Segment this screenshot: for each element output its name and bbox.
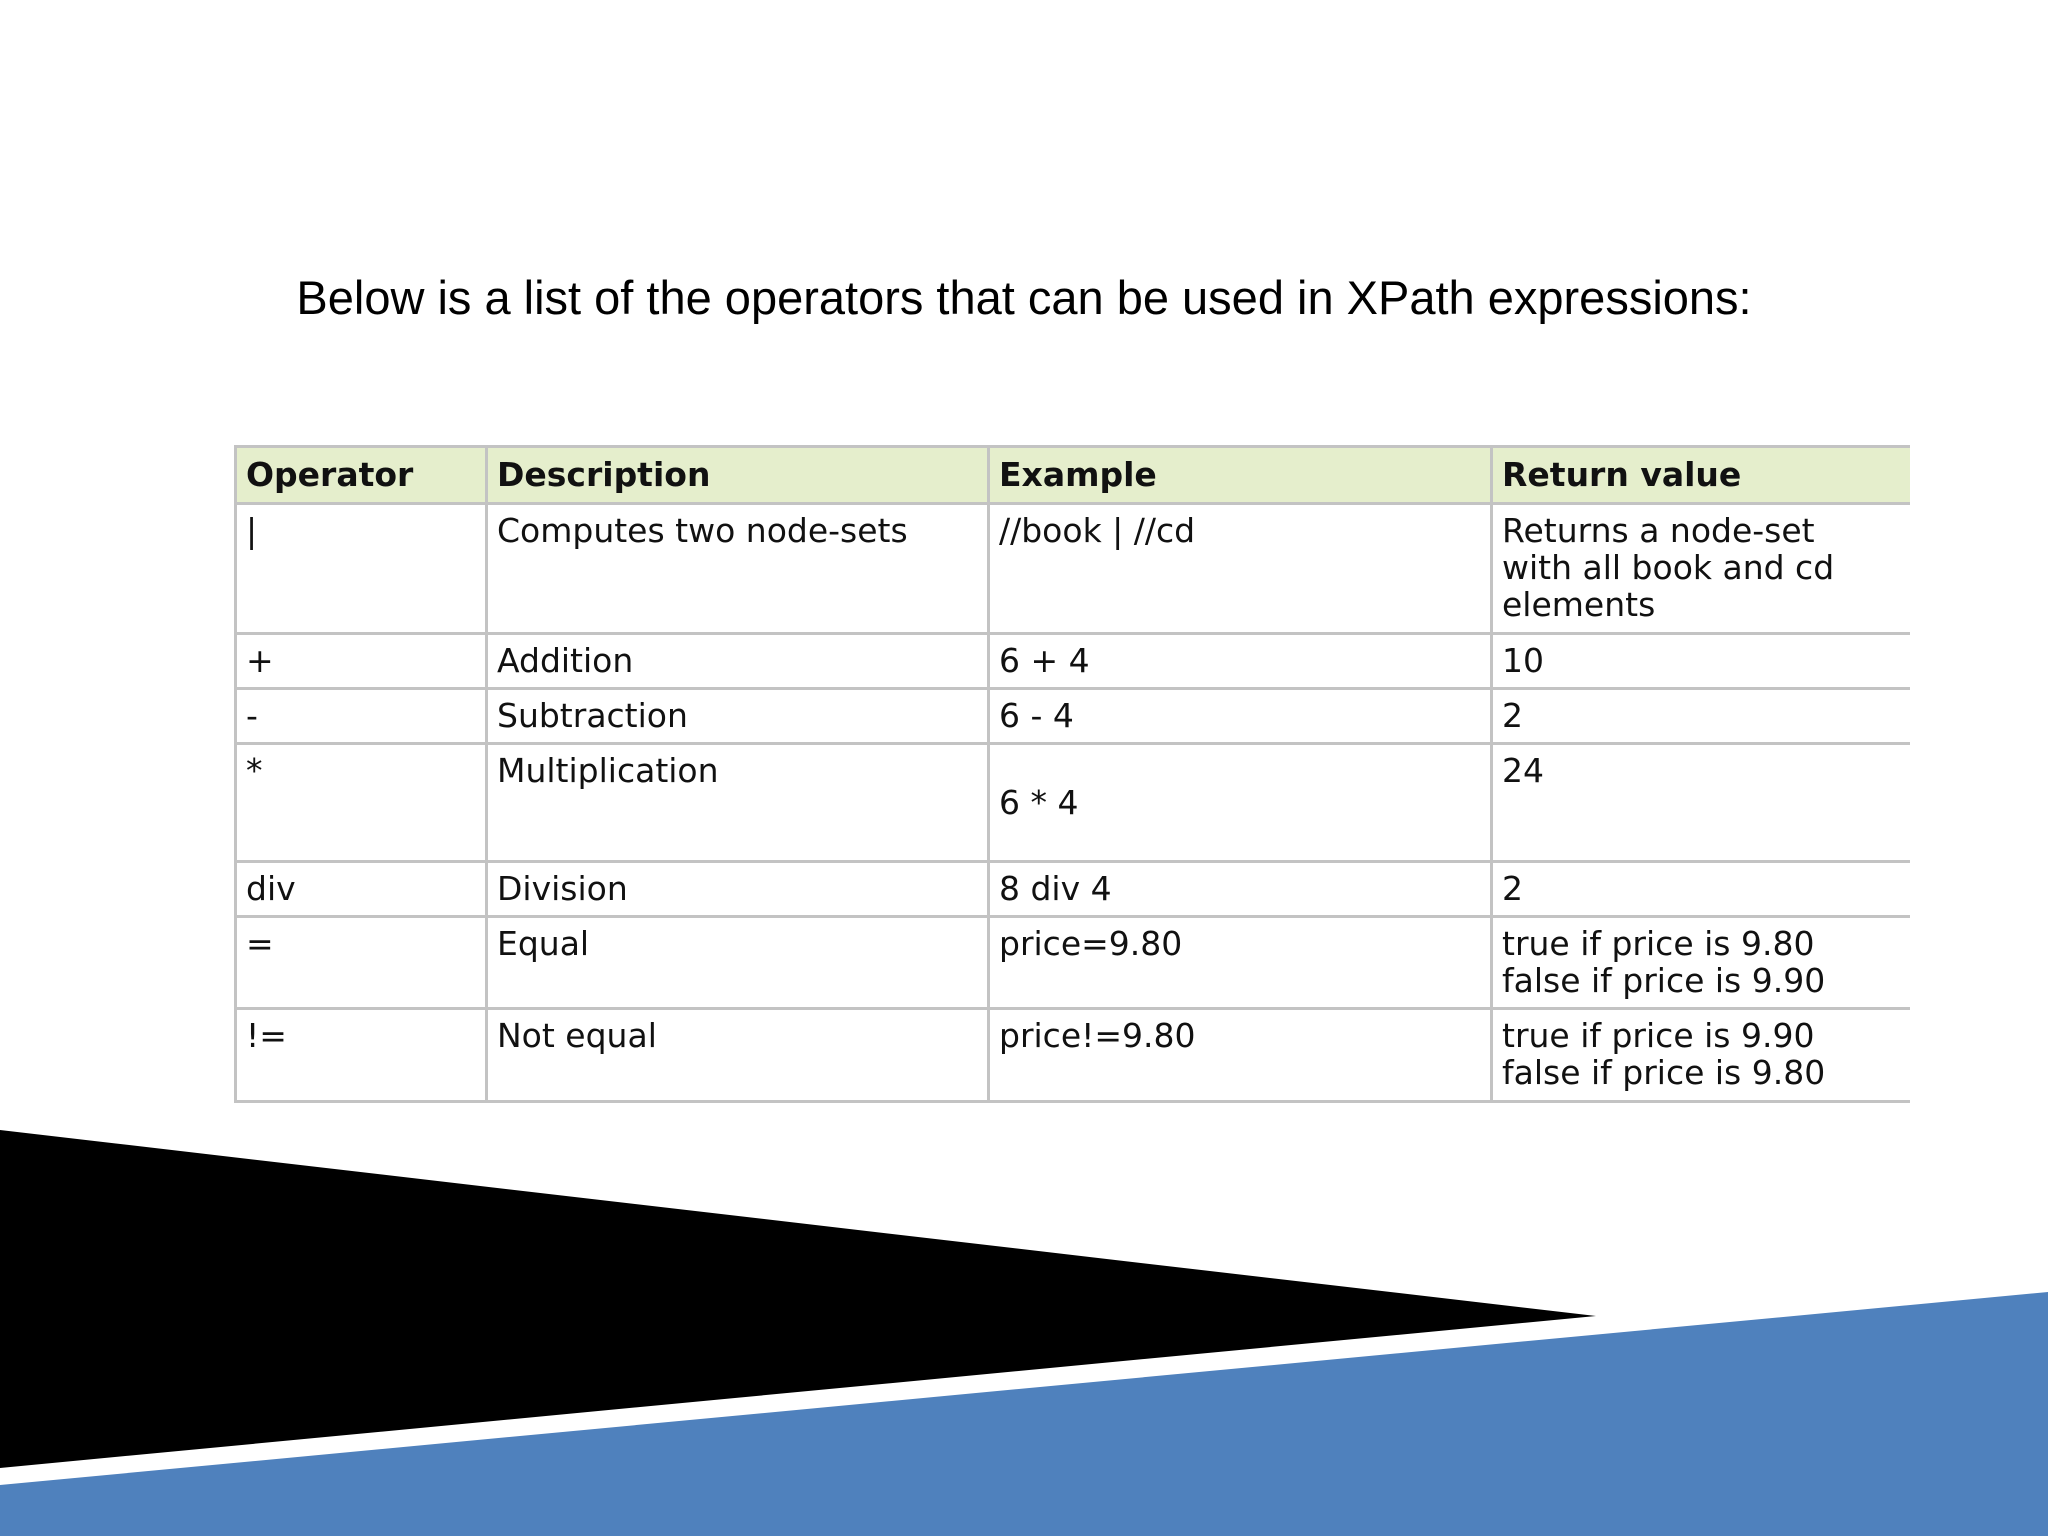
table-row: [236, 504, 1911, 634]
table-row: [236, 917, 1911, 1009]
header-example: Example: [989, 447, 1492, 504]
example-cell: 8 div 4: [989, 862, 1492, 917]
operator-cell: !=: [236, 1009, 487, 1102]
description-cell: Addition: [487, 634, 989, 689]
table-row: [236, 1009, 1911, 1102]
description-cell: Equal: [487, 917, 989, 1009]
table-row: [236, 689, 1911, 744]
description-cell: Division: [487, 862, 989, 917]
operators-table-container: [234, 445, 1910, 1108]
operator-cell: +: [236, 634, 487, 689]
header-description: Description: [487, 447, 989, 504]
table-header-row: [236, 447, 1911, 504]
return-value-cell: 2: [1492, 862, 1911, 917]
description-cell: Multiplication: [487, 744, 989, 862]
example-cell: 6 + 4: [989, 634, 1492, 689]
return-value-cell: 10: [1492, 634, 1911, 689]
table-row: [236, 744, 1911, 862]
example-cell: 6 - 4: [989, 689, 1492, 744]
slide-title: Below is a list of the operators that can be used in XPath expressions:: [296, 271, 1752, 324]
return-value-cell: true if price is 9.90 false if price is 9.80: [1492, 1009, 1911, 1102]
example-text: 6 * 4: [999, 783, 1079, 822]
header-return-value: Return value: [1492, 447, 1911, 504]
example-cell: //book | //cd: [989, 504, 1492, 634]
description-cell: Subtraction: [487, 689, 989, 744]
operator-cell: |: [236, 504, 487, 634]
operator-cell: -: [236, 689, 487, 744]
operator-cell: =: [236, 917, 487, 1009]
return-value-cell: true if price is 9.80 false if price is 9.90: [1492, 917, 1911, 1009]
return-value-cell: 24: [1492, 744, 1911, 862]
example-cell: price!=9.80: [989, 1009, 1492, 1102]
return-value-cell: Returns a node-set with all book and cd elements: [1492, 504, 1911, 634]
description-cell: Not equal: [487, 1009, 989, 1102]
description-cell: Computes two node-sets: [487, 504, 989, 634]
operator-cell: *: [236, 744, 487, 862]
header-operator: Operator: [236, 447, 487, 504]
table-row: [236, 634, 1911, 689]
table-row: [236, 862, 1911, 917]
operators-table: [234, 445, 1910, 1103]
example-cell: [989, 744, 1492, 862]
operator-cell: div: [236, 862, 487, 917]
example-cell: price=9.80: [989, 917, 1492, 1009]
return-value-cell: 2: [1492, 689, 1911, 744]
